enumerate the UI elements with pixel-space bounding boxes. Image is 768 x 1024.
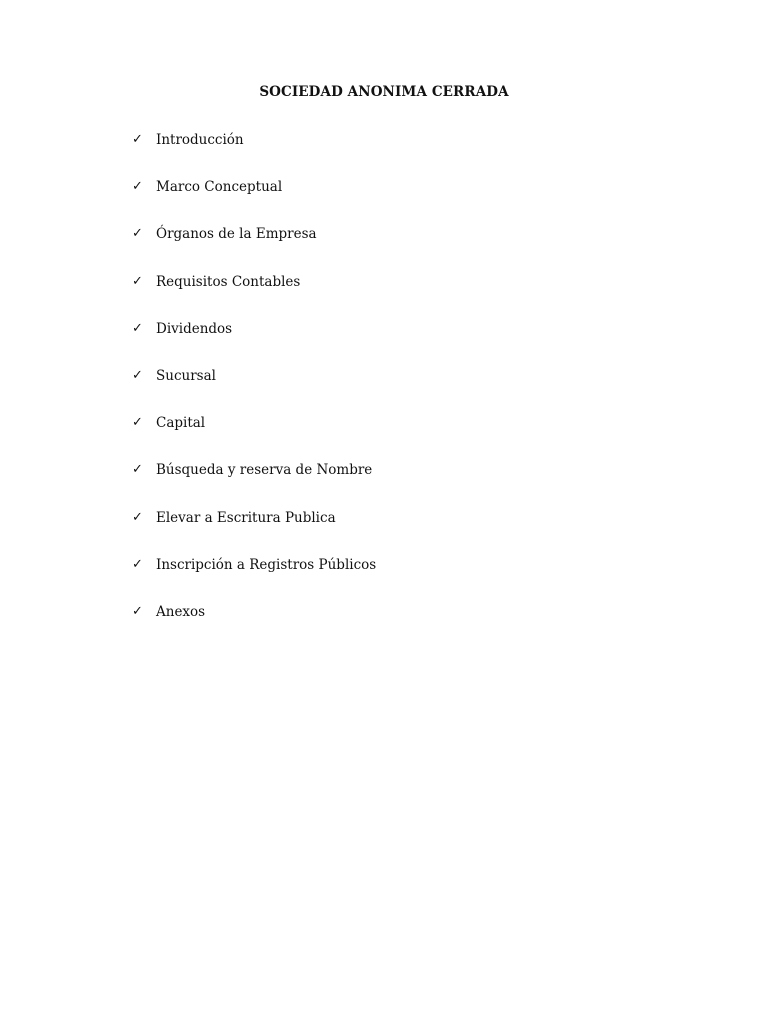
check-icon: ✓ xyxy=(132,273,143,289)
check-icon: ✓ xyxy=(132,462,143,478)
list-item xyxy=(132,272,376,319)
list-item-label: Capital xyxy=(156,415,206,432)
list-item-label: Búsqueda y reserva de Nombre xyxy=(156,462,373,479)
list-item-label: Órganos de la Empresa xyxy=(156,226,317,243)
list-item-label: Anexos xyxy=(156,603,206,620)
list-item xyxy=(132,319,376,366)
list-item xyxy=(132,224,376,271)
list-item xyxy=(132,508,376,555)
check-icon: ✓ xyxy=(132,367,143,383)
list-item xyxy=(132,366,376,413)
check-icon: ✓ xyxy=(132,320,143,336)
check-icon: ✓ xyxy=(132,226,143,242)
list-item-label: Introducción xyxy=(156,132,244,148)
list-item xyxy=(132,555,376,602)
list-item xyxy=(132,460,376,507)
check-icon: ✓ xyxy=(132,132,143,147)
list-item-label: Requisitos Contables xyxy=(156,273,301,290)
list-item xyxy=(132,602,376,649)
list-item xyxy=(132,130,376,177)
list-item xyxy=(132,177,376,224)
check-icon: ✓ xyxy=(132,179,143,195)
table-of-contents xyxy=(132,130,376,649)
check-icon: ✓ xyxy=(132,556,143,572)
list-item-label: Marco Conceptual xyxy=(156,179,283,196)
list-item-label: Dividendos xyxy=(156,320,233,337)
check-icon: ✓ xyxy=(132,603,143,619)
list-item xyxy=(132,413,376,460)
list-item-label: Elevar a Escritura Publica xyxy=(156,509,336,526)
check-icon: ✓ xyxy=(132,415,143,431)
check-icon: ✓ xyxy=(132,509,143,525)
list-item-label: Inscripción a Registros Públicos xyxy=(156,556,377,573)
list-item-label: Sucursal xyxy=(156,367,216,384)
document-title: SOCIEDAD ANONIMA CERRADA xyxy=(259,84,509,100)
